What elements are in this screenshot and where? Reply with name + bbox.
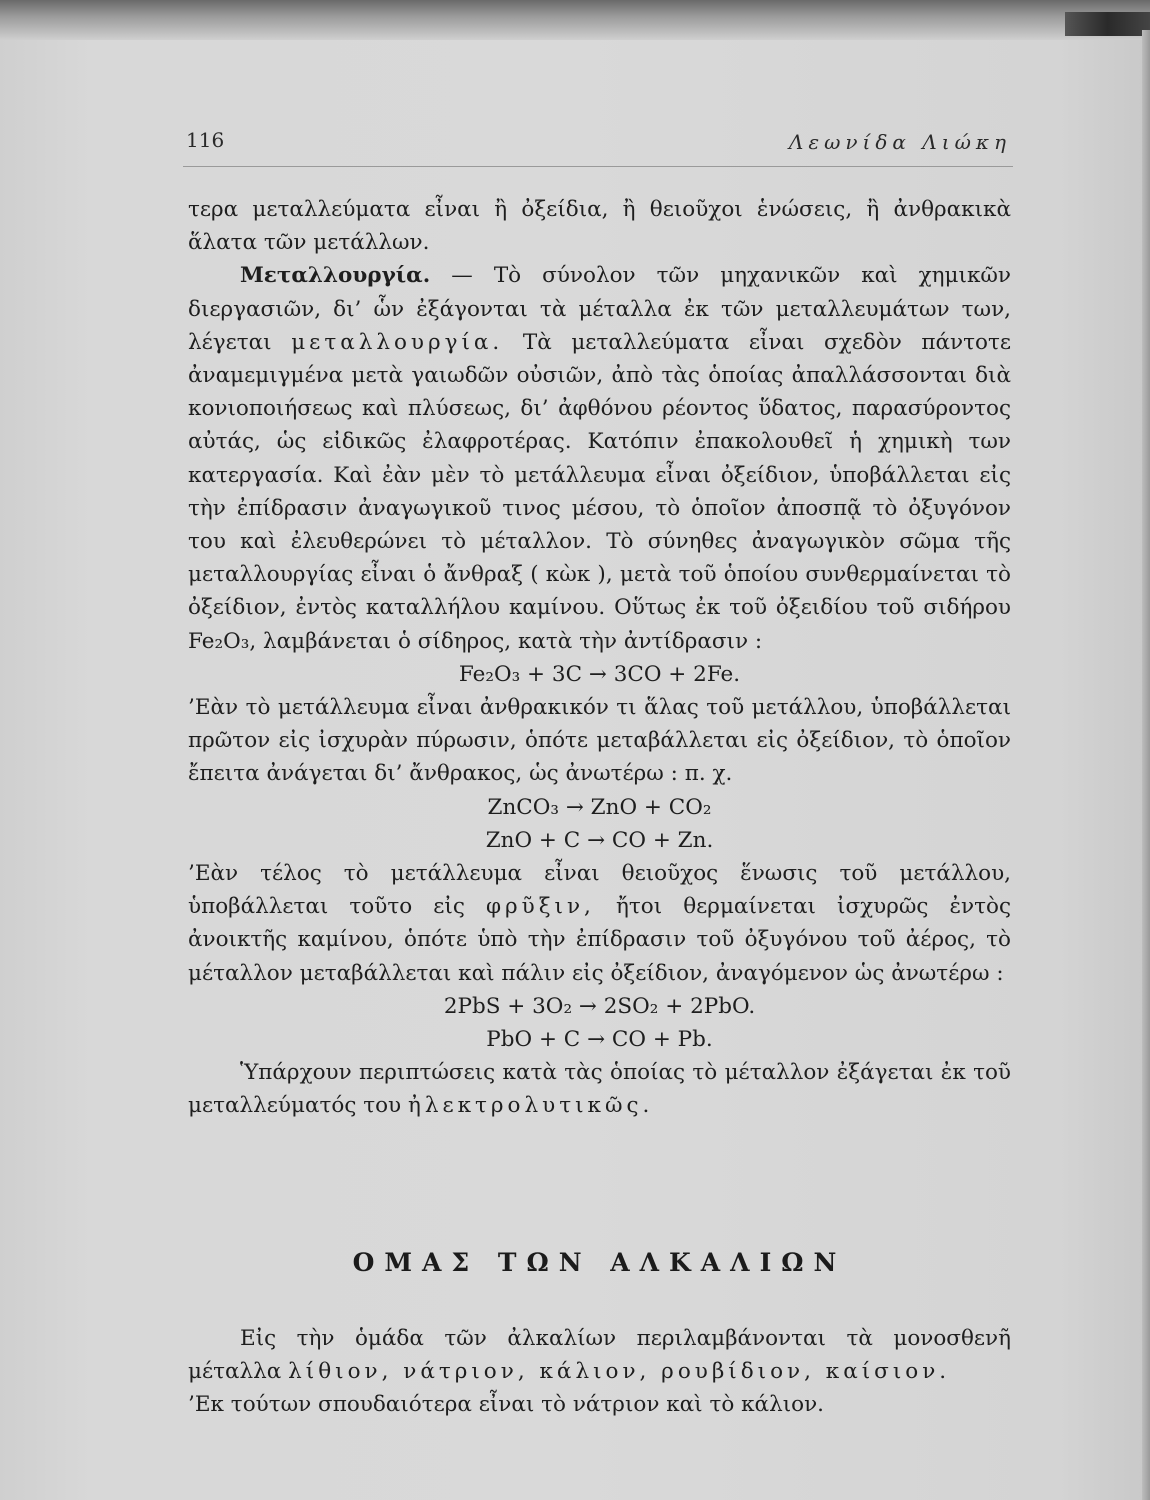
equation-zinc-oxide: ZnO + C → CO + Zn. (485, 827, 714, 853)
paragraph-3: ’Εὰν τὸ μετάλλευμα εἶναι ἀνθρακικόν τι ἅλας τοῦ μετάλλου, ὑποβάλλεται πρῶτον εἰς ἰσχυρὰν πύρωσιν, ὁπότε μεταβάλλεται εἰς ὀξείδιον, τὸ ὁποῖον ἔπειτα ἀνάγεται δι’ ἄνθρακος, ὡς ἀνωτέρω : π. χ. (188, 695, 1011, 787)
equation-lead-sulfide: 2PbS + 3O₂ → 2SO₂ + 2PbO. (443, 993, 756, 1019)
paragraph-6-spaced-terms: λίθιον, νάτριον, κάλιον, ρουβίδιον, καίσιον. (288, 1359, 951, 1385)
paragraph-metallurgy (188, 259, 1011, 657)
paragraph-4-text-a: ’Εὰν τέλος τὸ μετάλλευμα εἶναι θειοῦχος ἕνωσις τοῦ μετάλλου, ὑποβάλλεται τοῦτο εἰς (188, 861, 1011, 920)
section-title: ΟΜΑΣ ΤΩΝ ΑΛΚΑΛΙΩΝ (352, 1248, 847, 1277)
paragraph-2-spaced-term: μεταλλουργία. (291, 329, 504, 355)
scan-top-edge (0, 0, 1150, 40)
metallurgy-heading: Μεταλλουργία. (240, 263, 431, 289)
paragraph-5-text-a: Ὑπάρχουν περιπτώσεις κατὰ τὰς ὁποίας τὸ μέταλλον ἐξάγεται ἐκ τοῦ μεταλλεύματός του (188, 1060, 1011, 1119)
section-text (188, 1322, 1011, 1422)
page-header (183, 126, 1013, 167)
equation-zinc-carbonate: ZnCO₃ → ZnO + CO₂ (487, 794, 712, 820)
paragraph-4 (188, 857, 1011, 990)
main-text (188, 193, 1011, 1123)
paragraph-6-text-a: Εἰς τὴν ὁμάδα τῶν ἀλκαλίων περιλαμβάνονται τὰ μονοσθενῆ μέταλλα (188, 1326, 1011, 1385)
paragraph-4-text-b: ἤτοι θερμαίνεται ἰσχυρῶς ἐντὸς ἀνοικτῆς καμίνου, ὁπότε ὑπὸ τὴν ἐπίδρασιν τοῦ ὀξυγόνου τοῦ ἀέρος, τὸ μέταλλον μεταβάλλεται καὶ πάλιν εἰς ὀξείδιον, ἀναγόμενον ὡς ἀνωτέρω : (188, 894, 1012, 986)
paragraph-7: ’Εκ τούτων σπουδαιότερα εἶναι τὸ νάτριον καὶ τὸ κάλιον. (188, 1392, 824, 1418)
running-head: Λεωνίδα Λιώκη (788, 130, 1011, 154)
paragraph-2-text-b: Τὰ μεταλλεύματα εἶναι σχεδὸν πάντοτε ἀναμεμιγμένα μετὰ γαιωδῶν οὐσιῶν, ἀπὸ τὰς ὁποίας ἀπαλλάσσονται διὰ κονιοποιήσεως καὶ πλύσεως, δι’ ἀφθόνου ρέοντος ὕδατος, παρασύροντος αὐτάς, ὡς εἰδικῶς ἐλαφροτέρας. Κατόπιν ἐπακολουθεῖ ἡ χημικὴ των κατεργασία. Καὶ ἐὰν μὲν τὸ μετάλλευμα εἶναι ὀξείδιον, ὑποβάλλεται εἰς τὴν ἐπίδρασιν ἀναγωγικοῦ τινος μέσου, τὸ ὁποῖον ἀποσπᾷ τὸ ὀξυγόνον του καὶ ἐλευθερώνει τὸ μέταλλον. Τὸ σύνηθες ἀναγωγικὸν σῶμα τῆς μεταλλουργίας εἶναι ὁ ἄνθραξ ( κὼκ ), μετὰ τοῦ ὁποίου συνθερμαίνεται τὸ ὀξείδιον, ἐντὸς καταλλήλου καμίνου. Οὕτως ἐκ τοῦ ὀξειδίου τοῦ σιδήρου Fe₂O₃, λαμβάνεται ὁ σίδηρος, κατὰ τὴν ἀντίδρασιν : (188, 329, 1011, 654)
paragraph-2-text-a: — Τὸ σύνολον τῶν μηχανικῶν καὶ χημικῶν διεργασιῶν, δι’ ὧν ἐξάγονται τὰ μέταλλα ἐκ τῶν μεταλλευμάτων των, λέγεται (188, 263, 1011, 355)
page-number: 116 (186, 128, 225, 152)
paragraph-4-spaced-term: φρῦξιν, (485, 894, 595, 920)
equation-iron: Fe₂O₃ + 3C → 3CO + 2Fe. (458, 661, 741, 687)
paragraph-5 (188, 1056, 1011, 1122)
scan-right-edge (1142, 30, 1150, 1500)
scan-corner-shadow (1065, 12, 1150, 36)
paragraph-1: τερα μεταλλεύματα εἶναι ἢ ὀξείδια, ἢ θειοῦχοι ἑνώσεις, ἢ ἀνθρακικὰ ἅλατα τῶν μετάλλων. (188, 197, 1011, 256)
paragraph-6 (188, 1322, 1011, 1388)
paragraph-5-spaced-term: ἠλεκτρολυτικῶς. (407, 1093, 654, 1119)
equation-lead-oxide: PbO + C → CO + Pb. (486, 1027, 713, 1053)
